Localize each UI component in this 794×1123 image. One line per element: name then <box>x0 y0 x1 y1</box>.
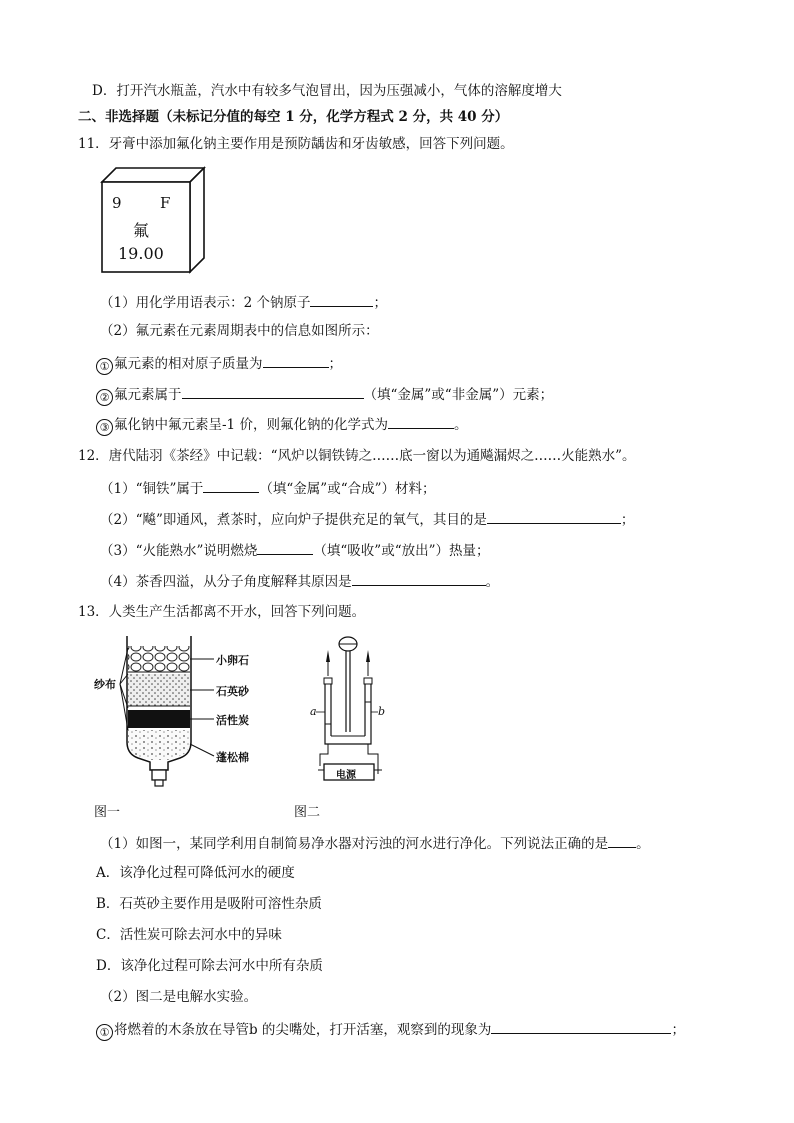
option-d[interactable] <box>96 957 323 975</box>
question-11-text: 11．牙膏中添加氟化钠主要作用是预防龋齿和牙齿敏感，回答下列问题。 <box>78 136 514 152</box>
answer-blank[interactable] <box>263 353 329 368</box>
atomic-mass: 19.00 <box>118 244 164 263</box>
element-name: 氟 <box>133 221 150 240</box>
circled-number-1: ① <box>96 358 113 375</box>
section-title <box>78 108 508 126</box>
question-12-part-1 <box>100 478 436 498</box>
question-11-part-2-1 <box>96 353 342 375</box>
question-12-part-2 <box>100 509 634 529</box>
answer-blank[interactable] <box>352 571 486 586</box>
label-cotton: 蓬松棉 <box>216 751 249 764</box>
answer-blank[interactable] <box>491 1019 671 1034</box>
question-12-text: 12．唐代陆羽《茶经》中记载：“风炉以铜铁铸之……底一窗以为通飚漏烬之……火能熟水”。 <box>78 448 636 464</box>
q11-1-text: （1）用化学用语表示：2 个钠原子 <box>100 295 311 311</box>
answer-blank[interactable] <box>608 833 636 848</box>
q13-2-text: （2）图二是电解水实验。 <box>100 989 258 1005</box>
q11-2-3-end: 。 <box>453 417 468 433</box>
question-13-part-1 <box>100 833 650 853</box>
q11-2-text: （2）氟元素在元素周期表中的信息如图所示： <box>100 323 379 339</box>
answer-blank[interactable] <box>310 292 373 307</box>
q13-2-1-end: ； <box>671 1022 685 1038</box>
label-tube-a: a <box>310 705 317 718</box>
figure-2-caption: 图二 <box>294 805 321 820</box>
figure-2-electrolysis <box>306 632 406 788</box>
q12-1-end: （填“金属”或“合成”）材料； <box>259 481 436 497</box>
q11-2-2-end: （填“金属”或“非金属”）元素； <box>363 387 554 403</box>
question-11-part-2 <box>100 322 379 340</box>
q12-4-end: 。 <box>485 574 500 590</box>
option-c-text: C．活性炭可除去河水中的异味 <box>96 927 282 943</box>
q11-2-1-text: 氟元素的相对原子质量为 <box>114 356 263 372</box>
figure-1-caption: 图一 <box>94 805 121 820</box>
label-power-source: 电源 <box>336 770 356 781</box>
option-d-line <box>92 82 562 100</box>
element-card <box>100 166 206 274</box>
q12-1-text: （1）“铜铁”属于 <box>100 481 204 497</box>
q11-2-3-text: 氟化钠中氟元素呈-1 价，则氟化钠的化学式为 <box>114 417 388 433</box>
option-c[interactable] <box>96 926 282 944</box>
q11-2-2-text: 氟元素属于 <box>114 387 182 403</box>
answer-blank[interactable] <box>257 540 313 555</box>
atomic-number: 9 <box>112 194 122 212</box>
circled-number-3: ③ <box>96 419 113 436</box>
question-11-part-2-3 <box>96 414 467 436</box>
question-12-part-3 <box>100 540 490 560</box>
q12-2-end: ； <box>620 512 635 528</box>
question-11-part-2-2 <box>96 384 553 406</box>
label-gauze: 纱布 <box>94 678 116 691</box>
label-activated-carbon: 活性炭 <box>216 714 249 727</box>
section-title-text: 二、非选择题（未标记分值的每空 1 分，化学方程式 2 分，共 40 分） <box>78 109 509 125</box>
q13-1-end: 。 <box>636 836 650 852</box>
element-symbol: F <box>160 194 171 212</box>
q12-2-text: （2）“飚”即通风，煮茶时，应向炉子提供充足的氧气，其目的是 <box>100 512 487 528</box>
option-b-text: B．石英砂主要作用是吸附可溶性杂质 <box>96 896 322 912</box>
q12-3-end: （填“吸收”或“放出”）热量； <box>313 543 490 559</box>
question-11-part-1 <box>100 292 387 312</box>
electrolysis-apparatus-icon <box>306 632 406 788</box>
q12-4-text: （4）茶香四溢，从分子角度解释其原因是 <box>100 574 352 590</box>
figure-1-water-purifier <box>94 632 264 788</box>
q13-1-text: （1）如图一，某同学利用自制简易净水器对污浊的河水进行净化。下列说法正确的是 <box>100 836 609 852</box>
question-13 <box>78 603 365 621</box>
question-12-part-4 <box>100 571 499 591</box>
question-12 <box>78 447 635 465</box>
question-11 <box>78 135 514 153</box>
question-13-part-2 <box>100 988 257 1006</box>
q11-2-1-end: ； <box>328 356 342 372</box>
q12-3-text: （3）“火能熟水”说明燃烧 <box>100 543 258 559</box>
answer-blank[interactable] <box>487 509 621 524</box>
option-b[interactable] <box>96 895 322 913</box>
option-a-text: A．该净化过程可降低河水的硬度 <box>96 865 295 881</box>
answer-blank[interactable] <box>388 414 454 429</box>
question-13-text: 13．人类生产生活都离不开水，回答下列问题。 <box>78 604 366 620</box>
answer-blank[interactable] <box>203 478 259 493</box>
label-quartz-sand: 石英砂 <box>216 685 249 698</box>
option-d-text: D．打开汽水瓶盖，汽水中有较多气泡冒出，因为压强减小，气体的溶解度增大 <box>92 83 562 99</box>
q13-2-1-text: 将燃着的木条放在导管b 的尖嘴处，打开活塞，观察到的现象为 <box>114 1022 492 1038</box>
option-d-text: D．该净化过程可除去河水中所有杂质 <box>96 958 323 974</box>
circled-number-1: ① <box>96 1024 113 1041</box>
question-13-part-2-1 <box>96 1019 685 1041</box>
label-tube-b: b <box>378 705 386 718</box>
circled-number-2: ② <box>96 389 113 406</box>
label-pebbles: 小卵石 <box>216 654 249 667</box>
q11-1-end: ； <box>373 295 387 311</box>
answer-blank[interactable] <box>182 384 364 399</box>
option-a[interactable] <box>96 864 295 882</box>
